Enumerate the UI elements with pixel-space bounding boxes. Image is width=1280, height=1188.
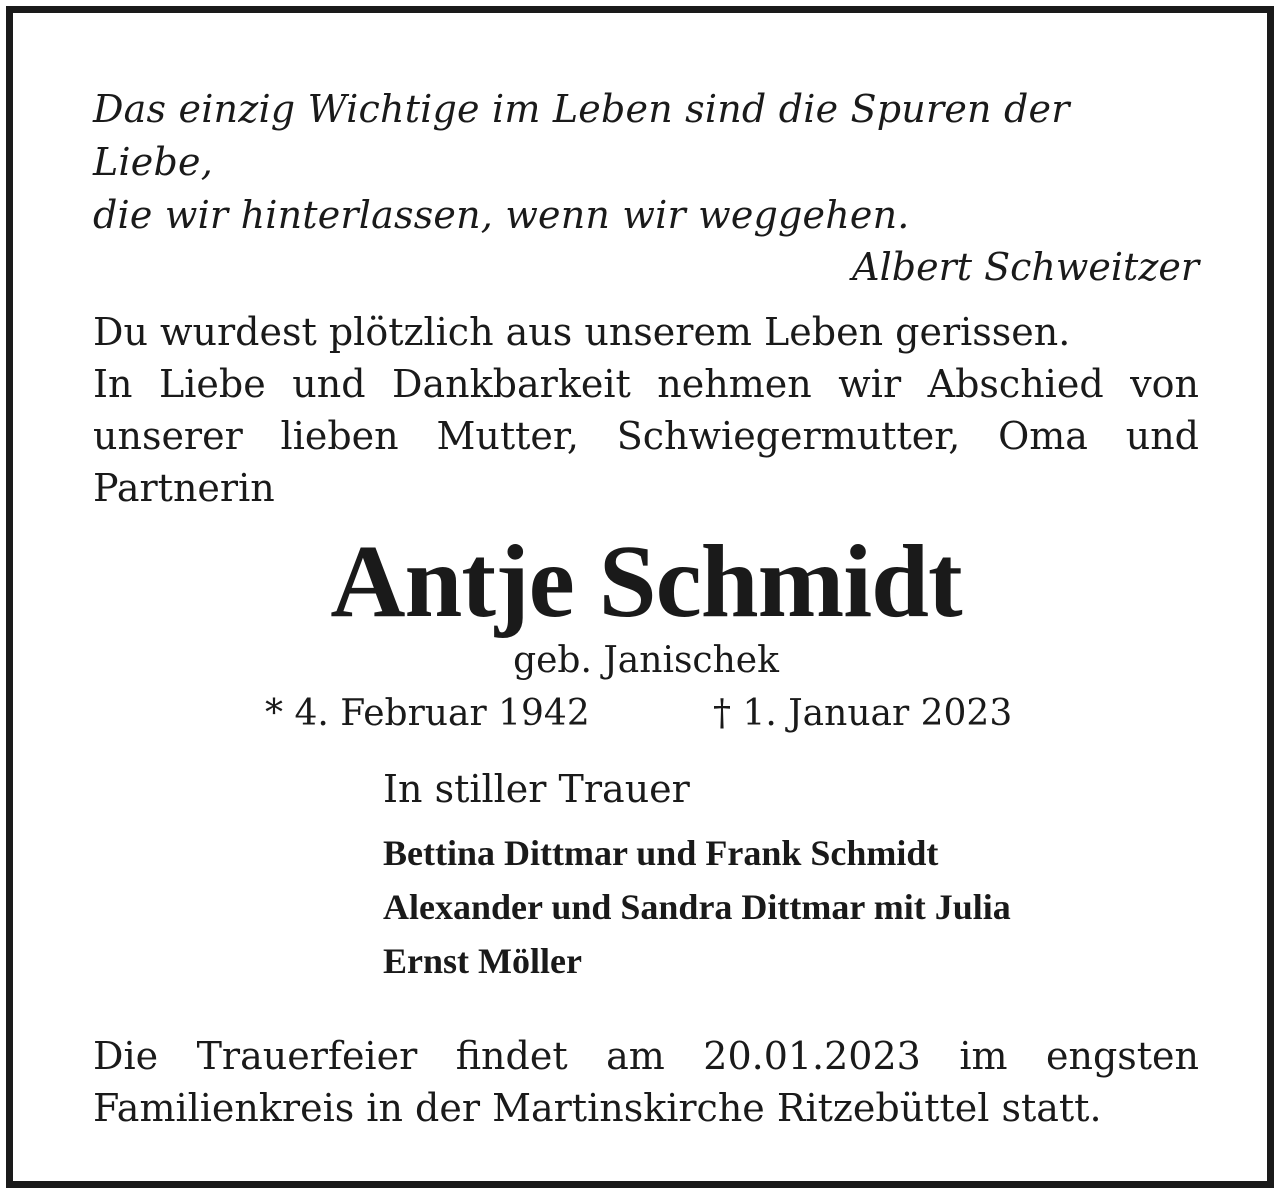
intro-line-2: In Liebe und Dankbarkeit nehmen wir Abschied von unserer lieben Mutter, Schwiegermutter, Oma und Partnerin: [93, 362, 1199, 510]
ceremony-notice: Die Trauerfeier findet am 20.01.2023 im engsten Familienkreis in der Martinskirche Ritzebüttel statt.: [93, 1034, 1199, 1130]
quote-block: [93, 83, 1199, 242]
birth-date: * 4. Februar 1942: [265, 693, 590, 734]
intro-line-1: Du wurdest plötzlich aus unserem Leben gerissen.: [93, 310, 1071, 354]
maiden-name: geb. Janischek: [513, 640, 779, 681]
mourners-label: In stiller Trauer: [383, 767, 690, 811]
obituary-frame: [6, 6, 1274, 1188]
mourners-list: [383, 826, 1199, 988]
deceased-name: Antje Schmidt: [330, 524, 962, 639]
life-dates: [93, 690, 1199, 738]
death-date: † 1. Januar 2023: [713, 693, 1013, 734]
obituary-content: [93, 83, 1199, 1172]
mourner-name: Ernst Möller: [383, 941, 582, 981]
mourner-name: Alexander und Sandra Dittmar mit Julia: [383, 887, 1011, 927]
quote-line-1: Das einzig Wichtige im Leben sind die Spuren der Liebe,: [93, 87, 1070, 184]
intro-text: [93, 306, 1199, 514]
quote-author: Albert Schweitzer: [852, 245, 1199, 289]
mourner-name: Bettina Dittmar und Frank Schmidt: [383, 833, 939, 873]
quote-line-2: die wir hinterlassen, wenn wir weggehen.: [93, 193, 910, 237]
mourners-block: [383, 764, 1199, 988]
